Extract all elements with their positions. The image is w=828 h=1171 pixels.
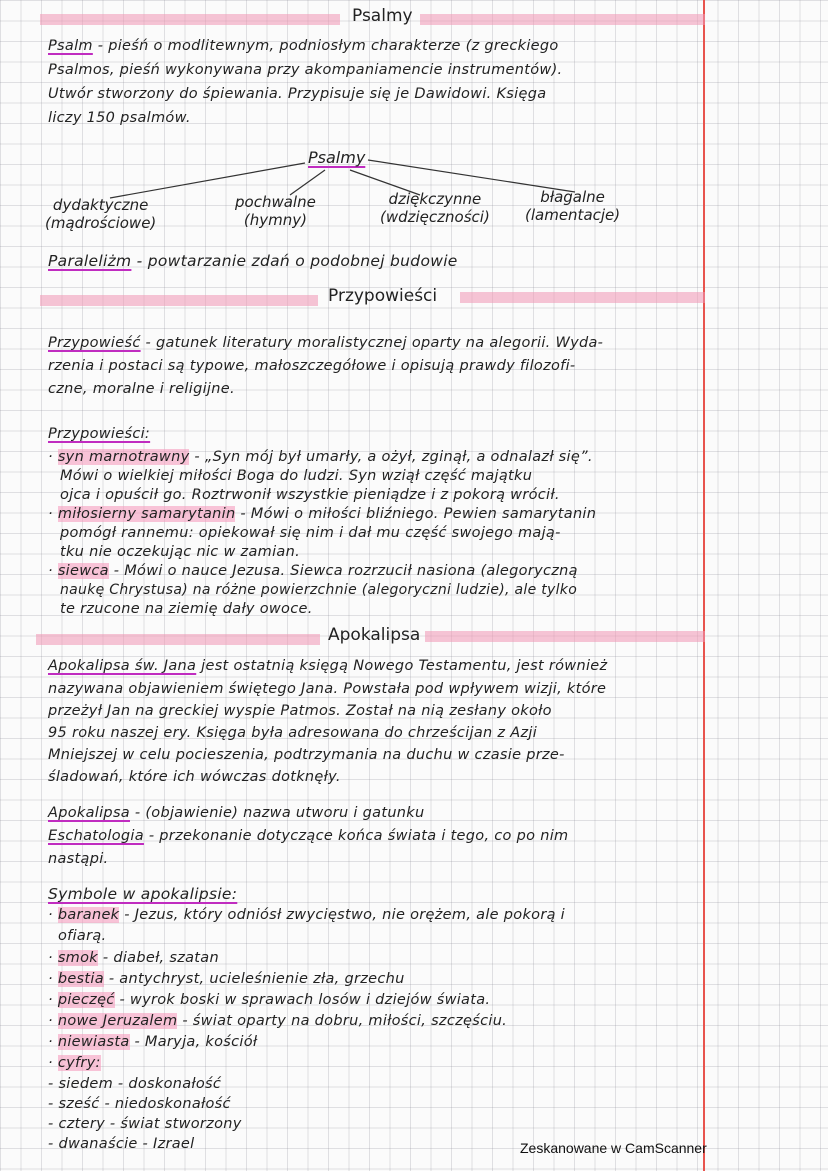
list-item-line: tku nie oczekując nic w zamian. xyxy=(60,544,300,560)
list-item: · siewca - Mówi o nauce Jezusa. Siewca rozrzucił nasiona (alegoryczną xyxy=(48,563,578,579)
symbol-item: · bestia - antychryst, ucieleśnienie zła, grzechu xyxy=(48,971,405,987)
symbol-item: · pieczęć - wyrok boski w sprawach losów i dziejów świata. xyxy=(48,992,491,1008)
number-item: - siedem - doskonałość xyxy=(48,1076,222,1092)
symbols-title: Symbole w apokalipsie: xyxy=(48,885,238,903)
psalm-category: pochwalne (hymny) xyxy=(235,193,316,229)
paralelizm-definition: Paraleliżm - powtarzanie zdań o podobnej budowie xyxy=(48,252,458,270)
intro-line: 95 roku naszej ery. Księga była adresowana do chrześcijan z Azji xyxy=(48,725,538,741)
scanner-watermark: Zeskanowane w CamScanner xyxy=(520,1140,707,1156)
diagram-root: Psalmy xyxy=(308,148,366,167)
intro-line: nazywana objawieniem świętego Jana. Powstała pod wpływem wizji, które xyxy=(48,681,607,697)
psalm-category: błagalne (lamentacje) xyxy=(525,188,621,224)
intro-line: śladowań, które ich wówczas dotknęły. xyxy=(48,769,341,785)
definition-line: nastąpi. xyxy=(48,851,109,867)
apokalipsa-intro: Apokalipsa św. Jana jest ostatnią księgą Nowego Testamentu, jest również xyxy=(48,658,608,674)
heading-highlight xyxy=(425,631,705,642)
list-item-line: naukę Chrystusa) na różne powierzchnie (alegoryczni ludzie), ale tylko xyxy=(60,582,578,598)
przypowiesc-definition: Przypowieść - gatunek literatury moralistycznej oparty na alegorii. Wyda- xyxy=(48,335,604,351)
symbol-item: · niewiasta - Maryja, kościół xyxy=(48,1034,258,1050)
psalm-definition-line: liczy 150 psalmów. xyxy=(48,110,191,126)
definition-line: rzenia i postaci są typowe, małoszczegółowe i opisują prawdy filozofi- xyxy=(48,358,576,374)
list-item: · miłosierny samarytanin - Mówi o miłości bliźniego. Pewien samarytanin xyxy=(48,506,597,522)
psalm-definition-line: Utwór stworzony do śpiewania. Przypisuje się je Dawidowi. Księga xyxy=(48,86,547,102)
definition-line: czne, moralne i religijne. xyxy=(48,381,235,397)
section-title-psalmy: Psalmy xyxy=(352,6,413,26)
number-item: - cztery - świat stworzony xyxy=(48,1116,242,1132)
psalm-definition-line: Psalmos, pieśń wykonywana przy akompaniamencie instrumentów). xyxy=(48,62,563,78)
heading-highlight xyxy=(460,292,705,303)
psalm-category: dziękczynne (wdzięczności) xyxy=(380,190,490,226)
heading-highlight xyxy=(36,634,320,645)
definition: Eschatologia - przekonanie dotyczące końca świata i tego, co po nim xyxy=(48,828,569,844)
list-title: Przypowieści: xyxy=(48,426,151,442)
list-item-line: pomógł rannemu: opiekował się nim i dał mu część swojego mają- xyxy=(60,525,561,541)
list-item-line: ojca i opuścił go. Roztrwonił wszystkie pieniądze i z pokorą wrócił. xyxy=(60,487,560,503)
symbol-item: · baranek - Jezus, który odniósł zwycięstwo, nie orężem, ale pokorą i xyxy=(48,907,566,923)
list-item-line: te rzucone na ziemię dały owoce. xyxy=(60,601,313,617)
psalm-types-diagram xyxy=(0,0,828,220)
symbol-item: · nowe Jeruzalem - świat oparty na dobru, miłości, szczęściu. xyxy=(48,1013,508,1029)
symbol-item: · smok - diabeł, szatan xyxy=(48,950,219,966)
symbol-item: · cyfry: xyxy=(48,1055,101,1071)
psalm-definition: Psalm - pieśń o modlitewnym, podniosłym charakterze (z greckiego xyxy=(48,38,559,54)
heading-highlight xyxy=(40,295,318,306)
number-item: - sześć - niedoskonałość xyxy=(48,1096,231,1112)
list-item: · syn marnotrawny - „Syn mój był umarły, a ożył, zginął, a odnalazł się”. xyxy=(48,449,593,465)
psalm-category: dydaktyczne (mądrościowe) xyxy=(45,196,157,232)
intro-line: przeżył Jan na greckiej wyspie Patmos. Został na nią zesłany około xyxy=(48,703,552,719)
number-item: - dwanaście - Izrael xyxy=(48,1136,195,1152)
symbol-item-line: ofiarą. xyxy=(58,928,107,944)
intro-line: Mniejszej w celu pocieszenia, podtrzymania na duchu w czasie prze- xyxy=(48,747,565,763)
list-item-line: Mówi o wielkiej miłości Boga do ludzi. Syn wziął część majątku xyxy=(60,468,533,484)
section-title-przypowiesci: Przypowieści xyxy=(328,286,438,306)
definition: Apokalipsa - (objawienie) nazwa utworu i gatunku xyxy=(48,805,425,821)
section-title-apokalipsa: Apokalipsa xyxy=(328,625,421,645)
